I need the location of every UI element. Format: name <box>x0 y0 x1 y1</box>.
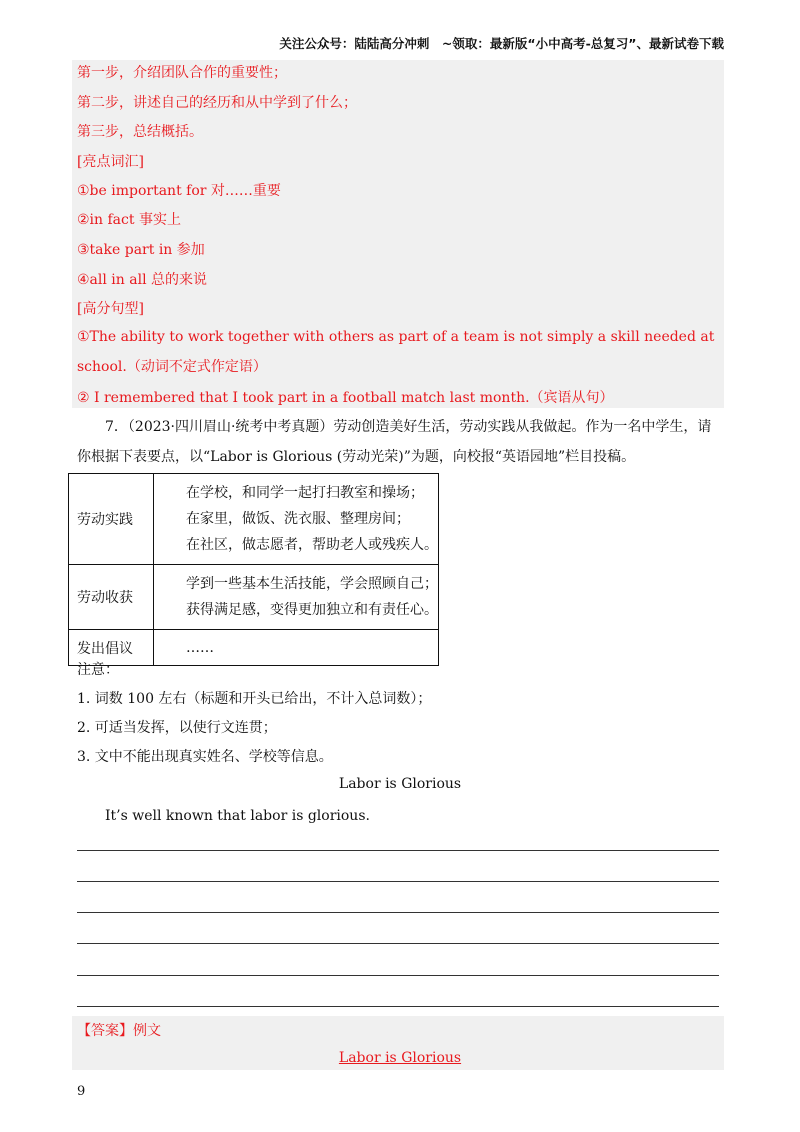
answer-title: Labor is Glorious <box>338 1050 462 1066</box>
vocab-item: ①be important for 对……重要 <box>77 183 281 199</box>
vocab-item: ④all in all 总的来说 <box>77 272 207 288</box>
writing-line[interactable] <box>77 975 719 976</box>
step-2: 第二步，讲述自己的经历和从中学到了什么； <box>77 95 357 111</box>
table-row <box>69 474 439 565</box>
answer-label: 【答案】 <box>77 1023 133 1039</box>
content-line: 在学校，和同学一起打扫教室和操场； <box>186 485 424 501</box>
answer-sub: 例文 <box>133 1023 161 1039</box>
row-label: 劳动实践 <box>69 474 154 565</box>
content-line: …… <box>186 639 214 656</box>
writing-line[interactable] <box>77 943 719 944</box>
question-prompt: 7．（2023·四川眉山·统考中考真题）劳动创造美好生活，劳动实践从我做起。作为一名中学生，请你根据下表要点，以“Labor is Glorious (劳动光荣)”为题，向校报“英语园地”栏目投稿。 <box>77 419 712 465</box>
essay-title: Labor is Glorious <box>338 776 462 792</box>
page-number: 9 <box>77 1084 86 1099</box>
row-label: 劳动收获 <box>69 565 154 630</box>
vocab-item: ③take part in 参加 <box>77 242 205 258</box>
answer-label-line <box>77 1021 161 1041</box>
step-3: 第三步，总结概括。 <box>77 124 203 140</box>
sentence-item: ② I remembered that I took part in a football match last month.（宾语从句） <box>77 390 614 406</box>
note-item: 3. 文中不能出现真实姓名、学校等信息。 <box>77 749 333 765</box>
content-line: 在社区，做志愿者，帮助老人或残疾人。 <box>186 537 438 553</box>
page-header: 关注公众号：陆陆高分冲刺 ~领取：最新版“小中高考-总复习”、最新试卷下载 <box>279 36 724 51</box>
row-content <box>154 630 439 666</box>
writing-line[interactable] <box>77 1006 719 1007</box>
writing-line[interactable] <box>77 912 719 913</box>
sentence-item: ①The ability to work together with others as part of a team is not simply a skill needed at school.（动词不定式作定语） <box>77 329 715 375</box>
requirements-table <box>68 473 439 666</box>
vocab-item: ②in fact 事实上 <box>77 212 181 228</box>
writing-line[interactable] <box>77 881 719 882</box>
table-row <box>69 565 439 630</box>
vocab-heading: [亮点词汇] <box>77 154 144 170</box>
writing-line[interactable] <box>77 850 719 851</box>
notes-heading: 注意： <box>77 662 119 678</box>
row-content <box>154 565 439 630</box>
note-item: 1. 词数 100 左右（标题和开头已给出，不计入总词数）； <box>77 691 432 707</box>
step-1: 第一步，介绍团队合作的重要性； <box>77 65 287 81</box>
essay-opening: It’s well known that labor is glorious. <box>105 808 370 824</box>
row-content <box>154 474 439 565</box>
table-row <box>69 630 439 666</box>
sentence-heading: [高分句型] <box>77 301 144 317</box>
content-line: 在家里，做饭、洗衣服、整理房间； <box>186 511 410 527</box>
content-line: 获得满足感，变得更加独立和有责任心。 <box>186 602 438 618</box>
row-label: 发出倡议 <box>69 630 154 666</box>
note-item: 2. 可适当发挥，以使行文连贯； <box>77 720 277 736</box>
content-line: 学到一些基本生活技能，学会照顾自己； <box>186 576 438 592</box>
